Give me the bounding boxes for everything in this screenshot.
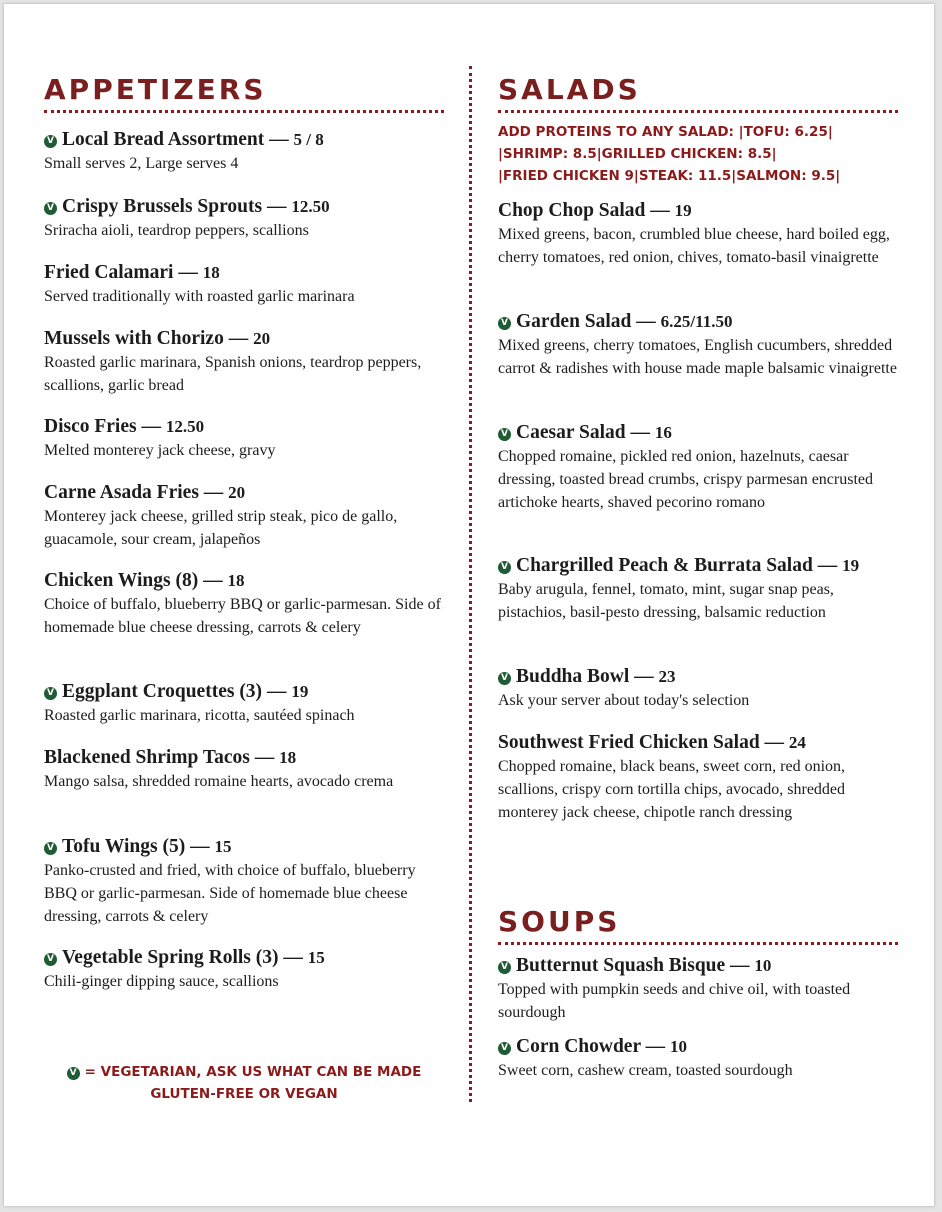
appetizers-heading: APPETIZERS xyxy=(44,73,267,106)
item-name: Butternut Squash Bisque xyxy=(516,955,726,976)
item-description: Baby arugula, fennel, tomato, mint, sugar snap peas, pistachios, basil-pesto dressing, balsamic reduction xyxy=(498,581,834,621)
item-name: Carne Asada Fries xyxy=(44,482,199,503)
menu-item: V Local Bread Assortment — 5 / 8 Small serves 2, Large serves 4 xyxy=(44,128,444,175)
vegetarian-icon: V xyxy=(498,561,511,574)
menu-item: V Corn Chowder — 10 Sweet corn, cashew cream, toasted sourdough xyxy=(498,1035,902,1082)
vegetarian-icon: V xyxy=(498,672,511,685)
menu-item: V Caesar Salad — 16 Chopped romaine, pickled red onion, hazelnuts, caesar dressing, toasted bread crumbs, crispy parmesan encrusted artichoke hearts, shaved pecorino romano xyxy=(498,421,902,514)
vegetarian-icon: V xyxy=(44,842,57,855)
item-name: Vegetable Spring Rolls (3) xyxy=(62,947,279,968)
protein-note-line: |FRIED CHICKEN 9|STEAK: 11.5|SALMON: 9.5| xyxy=(498,168,841,184)
item-description: Mixed greens, bacon, crumbled blue cheese, hard boiled egg, cherry tomatoes, red onion, chives, tomato-basil vinaigrette xyxy=(498,226,890,266)
item-description: Roasted garlic marinara, ricotta, sautéed spinach xyxy=(44,707,355,724)
item-name: Garden Salad xyxy=(516,311,632,332)
item-price: 10 xyxy=(670,1037,688,1056)
item-name: Caesar Salad xyxy=(516,422,626,443)
vegetarian-icon: V xyxy=(44,202,57,215)
vegetarian-icon: V xyxy=(44,953,57,966)
item-name: Chop Chop Salad xyxy=(498,200,646,221)
vegetarian-icon: V xyxy=(498,961,511,974)
item-name: Chargrilled Peach & Burrata Salad xyxy=(516,555,813,576)
item-price: 12.50 xyxy=(291,197,330,216)
vegetarian-icon: V xyxy=(44,135,57,148)
item-description: Roasted garlic marinara, Spanish onions, teardrop peppers, scallions, garlic bread xyxy=(44,354,422,394)
item-price: 5 / 8 xyxy=(293,130,324,149)
menu-item: Blackened Shrimp Tacos — 18 Mango salsa, shredded romaine hearts, avocado crema xyxy=(44,746,444,793)
vegetarian-legend xyxy=(44,1061,444,1105)
item-price: 15 xyxy=(214,837,232,856)
item-description: Melted monterey jack cheese, gravy xyxy=(44,442,276,459)
item-price: 19 xyxy=(291,682,309,701)
item-price: 12.50 xyxy=(165,417,205,436)
item-price: 24 xyxy=(788,733,806,752)
item-description: Chopped romaine, black beans, sweet corn, red onion, scallions, crispy corn tortilla chips, avocado, shredded monterey jack cheese, chipotle ranch dressing xyxy=(498,758,846,821)
item-name: Corn Chowder xyxy=(516,1036,641,1057)
vegetarian-icon: V xyxy=(498,1042,511,1055)
menu-item: V Garden Salad — 6.25/11.50 Mixed greens, cherry tomatoes, English cucumbers, shredded carrot & radishes with house made maple balsamic vinaigrette xyxy=(498,310,902,380)
menu-item: Mussels with Chorizo — 20 Roasted garlic marinara, Spanish onions, teardrop peppers, scallions, garlic bread xyxy=(44,327,444,397)
menu-item: Fried Calamari — 18 Served traditionally with roasted garlic marinara xyxy=(44,261,444,308)
item-price: 16 xyxy=(654,423,672,442)
item-description: Sweet corn, cashew cream, toasted sourdough xyxy=(498,1062,793,1079)
item-price: 18 xyxy=(227,571,245,590)
item-price: 6.25/11.50 xyxy=(660,312,733,331)
menu-item: V Buddha Bowl — 23 Ask your server about today's selection xyxy=(498,665,902,712)
legend-line-1: = VEGETARIAN, ASK US WHAT CAN BE MADE xyxy=(84,1064,422,1080)
protein-note-line: |SHRIMP: 8.5|GRILLED CHICKEN: 8.5| xyxy=(498,146,777,162)
menu-item: V Eggplant Croquettes (3) — 19 Roasted garlic marinara, ricotta, sautéed spinach xyxy=(44,680,444,727)
item-description: Chili-ginger dipping sauce, scallions xyxy=(44,973,279,990)
menu-item: Disco Fries — 12.50 Melted monterey jack cheese, gravy xyxy=(44,415,444,462)
item-description: Mixed greens, cherry tomatoes, English cucumbers, shredded carrot & radishes with house made maple balsamic vinaigrette xyxy=(498,337,897,377)
menu-item: V Tofu Wings (5) — 15 Panko-crusted and fried, with choice of buffalo, blueberry BBQ or garlic-parmesan. Side of homemade blue cheese dressing, carrots & celery xyxy=(44,835,444,928)
item-name: Crispy Brussels Sprouts xyxy=(62,196,263,217)
item-price: 19 xyxy=(842,556,860,575)
item-name: Southwest Fried Chicken Salad xyxy=(498,732,760,753)
item-name: Local Bread Assortment xyxy=(62,129,265,150)
item-name: Fried Calamari xyxy=(44,262,174,283)
vegetarian-icon: V xyxy=(44,687,57,700)
column-divider xyxy=(469,66,472,1102)
item-price: 20 xyxy=(228,483,246,502)
vegetarian-icon: V xyxy=(498,428,511,441)
item-price: 19 xyxy=(674,201,692,220)
menu-item: V Vegetable Spring Rolls (3) — 15 Chili-ginger dipping sauce, scallions xyxy=(44,946,444,993)
item-price: 23 xyxy=(658,667,676,686)
menu-item: V Chargrilled Peach & Burrata Salad — 19 Baby arugula, fennel, tomato, mint, sugar snap peas, pistachios, basil-pesto dressing, balsamic reduction xyxy=(498,554,902,624)
vegetarian-icon: V xyxy=(67,1067,80,1080)
item-price: 18 xyxy=(202,263,220,282)
item-description: Ask your server about today's selection xyxy=(498,692,750,709)
menu-item: V Butternut Squash Bisque — 10 Topped with pumpkin seeds and chive oil, with toasted sourdough xyxy=(498,954,902,1024)
item-price: 18 xyxy=(279,748,297,767)
menu-item: Chicken Wings (8) — 18 Choice of buffalo, blueberry BBQ or garlic-parmesan. Side of homemade blue cheese dressing, carrots & celery xyxy=(44,569,444,639)
menu-item: Carne Asada Fries — 20 Monterey jack cheese, grilled strip steak, pico de gallo, guacamole, sour cream, jalapeños xyxy=(44,481,444,551)
appetizers-rule xyxy=(44,110,444,113)
menu-item: V Crispy Brussels Sprouts — 12.50 Sriracha aioli, teardrop peppers, scallions xyxy=(44,195,444,242)
item-description: Sriracha aioli, teardrop peppers, scallions xyxy=(44,222,309,239)
item-description: Topped with pumpkin seeds and chive oil, with toasted sourdough xyxy=(498,981,851,1021)
item-price: 20 xyxy=(253,329,271,348)
salads-rule xyxy=(498,110,898,113)
menu-item: Southwest Fried Chicken Salad — 24 Chopped romaine, black beans, sweet corn, red onion, scallions, crispy corn tortilla chips, avocado, shredded monterey jack cheese, chipotle ranch dressing xyxy=(498,731,902,824)
item-description: Served traditionally with roasted garlic marinara xyxy=(44,288,355,305)
item-description: Small serves 2, Large serves 4 xyxy=(44,155,239,172)
salads-heading: SALADS xyxy=(498,73,641,106)
item-description: Mango salsa, shredded romaine hearts, avocado crema xyxy=(44,773,394,790)
item-name: Blackened Shrimp Tacos xyxy=(44,747,250,768)
protein-add-ons xyxy=(498,121,902,187)
item-name: Tofu Wings (5) xyxy=(62,836,186,857)
item-price: 10 xyxy=(754,956,772,975)
item-name: Eggplant Croquettes (3) xyxy=(62,681,263,702)
item-name: Mussels with Chorizo xyxy=(44,328,224,349)
soups-rule xyxy=(498,942,898,945)
item-name: Buddha Bowl xyxy=(516,666,630,687)
legend-line-2: GLUTEN-FREE OR VEGAN xyxy=(150,1086,338,1102)
item-name: Chicken Wings (8) xyxy=(44,570,199,591)
menu-page xyxy=(4,4,934,1206)
vegetarian-icon: V xyxy=(498,317,511,330)
protein-note-line: ADD PROTEINS TO ANY SALAD: |TOFU: 6.25| xyxy=(498,124,833,140)
item-description: Monterey jack cheese, grilled strip steak, pico de gallo, guacamole, sour cream, jalapeños xyxy=(44,508,398,548)
item-description: Chopped romaine, pickled red onion, hazelnuts, caesar dressing, toasted bread crumbs, crispy parmesan encrusted artichoke hearts, shaved pecorino romano xyxy=(498,448,873,511)
item-description: Panko-crusted and fried, with choice of buffalo, blueberry BBQ or garlic-parmesan. Side of homemade blue cheese dressing, carrots & celery xyxy=(44,862,416,925)
item-description: Choice of buffalo, blueberry BBQ or garlic-parmesan. Side of homemade blue cheese dressing, carrots & celery xyxy=(44,596,441,636)
menu-item: Chop Chop Salad — 19 Mixed greens, bacon, crumbled blue cheese, hard boiled egg, cherry tomatoes, red onion, chives, tomato-basil vinaigrette xyxy=(498,199,902,269)
soups-heading: SOUPS xyxy=(498,905,621,938)
item-name: Disco Fries xyxy=(44,416,137,437)
item-price: 15 xyxy=(307,948,325,967)
